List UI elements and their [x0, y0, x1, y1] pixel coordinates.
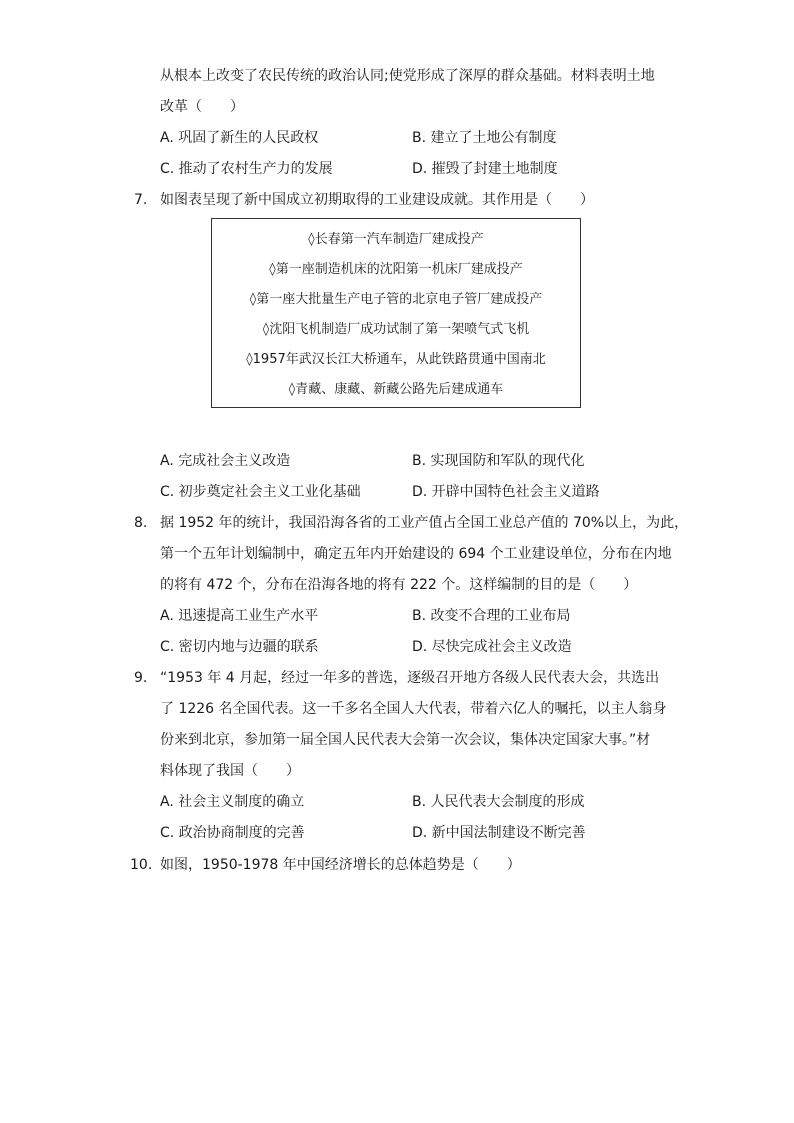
q10-stem: 如图，1950-1978 年中国经济增长的总体趋势是（ ）: [160, 857, 521, 873]
q6-stem-line-1: 从根本上改变了农民传统的政治认同;使党形成了深厚的群众基础。材料表明土地: [160, 68, 655, 84]
q7-box-item: ◊长春第一汽车制造厂建成投产: [308, 232, 484, 247]
q7-box-item: ◊第一座制造机床的沈阳第一机床厂建成投产: [269, 262, 523, 277]
q8-option-c: C. 密切内地与边疆的联系: [160, 639, 319, 655]
q8-option-b: B. 改变不合理的工业布局: [412, 608, 571, 624]
q8-option-d: D. 尽快完成社会主义改造: [412, 639, 572, 655]
q9-option-a: A. 社会主义制度的确立: [160, 794, 305, 810]
q9-stem-line-1: “1953 年 4 月起，经过一年多的普选，逐级召开地方各级人民代表大会，共选出: [160, 670, 660, 686]
q7-achievements-box: [211, 218, 581, 408]
q9-stem-line-3: 份来到北京，参加第一届全国人民代表大会第一次会议，集体决定国家大事。”材: [160, 732, 651, 748]
q9-stem-line-4: 料体现了我国（ ）: [160, 763, 300, 779]
q7-stem: 如图表呈现了新中国成立初期取得的工业建设成就。其作用是（ ）: [160, 192, 594, 208]
q7-option-b: B. 实现国防和军队的现代化: [412, 453, 585, 469]
q6-option-a: A. 巩固了新生的人民政权: [160, 130, 319, 146]
q9-option-b: B. 人民代表大会制度的形成: [412, 794, 585, 810]
q6-option-c: C. 推动了农村生产力的发展: [160, 161, 333, 177]
q7-box-item: ◊1957年武汉长江大桥通车，从此铁路贯通中国南北: [246, 352, 546, 367]
q9-option-c: C. 政治协商制度的完善: [160, 825, 305, 841]
q7-box-item: ◊青藏、康藏、新藏公路先后建成通车: [288, 382, 504, 397]
q7-box-item: ◊第一座大批量生产电子管的北京电子管厂建成投产: [249, 292, 543, 307]
q9-option-d: D. 新中国法制建设不断完善: [412, 825, 586, 841]
q6-option-d: D. 摧毁了封建土地制度: [412, 161, 558, 177]
q7-option-d: D. 开辟中国特色社会主义道路: [412, 484, 600, 500]
q8-option-a: A. 迅速提高工业生产水平: [160, 608, 319, 624]
q8-number: 8.: [134, 515, 148, 531]
q8-stem-line-2: 第一个五年计划编制中，确定五年内开始建设的 694 个工业建设单位，分布在内地: [160, 546, 672, 562]
q6-stem-line-2: 改革（ ）: [160, 99, 244, 115]
q7-option-c: C. 初步奠定社会主义工业化基础: [160, 484, 361, 500]
q10-number: 10.: [130, 857, 153, 873]
q8-stem-line-1: 据 1952 年的统计，我国沿海各省的工业产值占全国工业总产值的 70%以上，为此，: [160, 515, 689, 531]
q7-number: 7.: [134, 192, 148, 208]
q7-option-a: A. 完成社会主义改造: [160, 453, 291, 469]
q9-number: 9.: [134, 670, 148, 686]
q6-option-b: B. 建立了土地公有制度: [412, 130, 557, 146]
q9-stem-line-2: 了 1226 名全国代表。这一千多名全国人大代表，带着六亿人的嘱托，以主人翁身: [160, 701, 667, 717]
q8-stem-line-3: 的将有 472 个，分布在沿海各地的将有 222 个。这样编制的目的是（ ）: [160, 577, 638, 593]
q7-box-item: ◊沈阳飞机制造厂成功试制了第一架喷气式飞机: [262, 322, 530, 337]
